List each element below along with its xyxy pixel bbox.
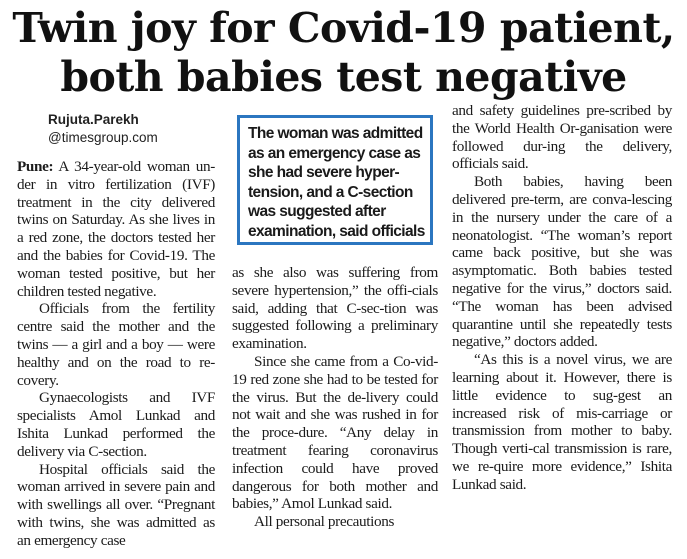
headline-line-2: both babies test negative: [60, 53, 627, 101]
article-paragraph: Gynaecologists and IVF specialists Amol Lunkad and Ishita Lunkad performed the delivery via C-section.: [17, 389, 215, 460]
article-paragraph: All personal precautions: [254, 513, 395, 531]
article-paragraph: Officials from the fertility centre said the mother and the twins — a girl and a boy — were healthy and on the road to re-covery.: [17, 300, 215, 389]
headline: [0, 4, 687, 102]
pull-quote-box: [237, 115, 433, 245]
byline-email: @timesgroup.com: [48, 130, 158, 145]
dateline: Pune:: [17, 158, 54, 175]
pull-quote-line: examination, said officials: [248, 222, 425, 240]
pull-quote-line: as an emergency case as: [248, 144, 421, 162]
paragraph-text: A 34-year-old woman un-der in vitro fertilization (IVF) treatment in the city delivered twins on Saturday. As she lives in a red zone, the doctors tested her and the babies for Covid-19. The woman tested positive, but her children tested negative.: [17, 158, 215, 300]
article-paragraph: and safety guidelines pre-scribed by the World Health Or-ganisation were followed dur-ing the delivery, officials said.: [452, 102, 672, 173]
pull-quote-line: tension, and a C-section: [248, 183, 413, 201]
article-paragraph: as she also was suffering from severe hypertension,” the offi-cials said, adding that C-sec-tion was suggested following a preliminary examination.: [232, 264, 438, 353]
byline-author: Rujuta.Parekh: [48, 112, 139, 127]
pull-quote-text: [248, 124, 425, 242]
article-paragraph: Hospital officials said the woman arrived in severe pain and with swellings all over. “Pregnant with twins, she was admitted as an emergency case: [17, 460, 215, 549]
pull-quote-line: was suggested after: [248, 203, 386, 221]
pull-quote-line: she had severe hyper-: [248, 164, 400, 182]
article-paragraph: [17, 158, 215, 300]
article-column-2: [232, 264, 438, 531]
article-column-1: [17, 158, 215, 550]
pull-quote-line: The woman was admitted: [248, 125, 423, 142]
article-paragraph: Both babies, having been delivered pre-term, are conva-lescing in the nursery under the care of a neonatologist. “The woman’s report came back positive, but she was asymptomatic. Both babies tested negative for the virus,” doctors said. “The woman has been advised quarantine until she repeatedly tests negative,” doctors added.: [452, 173, 672, 351]
byline: [48, 111, 158, 147]
headline-line-1: Twin joy for Covid-19 patient,: [12, 4, 675, 52]
article-column-3: [452, 102, 672, 494]
article-paragraph: Since she came from a Co-vid-19 red zone she had to be tested for the virus. But the de-livery could not wait and she was rushed in for the proce-dure. “Any delay in treatment fearing coronavirus infection could have proved dangerous for both mother and babies,” Amol Lunkad said.: [232, 352, 438, 513]
article-paragraph: “As this is a novel virus, we are learning about it. However, there is little evidence to sug-gest an increased risk of mis-carriage or transmission from mother to baby. Though verti-cal transmission is rare, we re-quire more evidence,” Ishita Lunkad said.: [452, 351, 672, 493]
